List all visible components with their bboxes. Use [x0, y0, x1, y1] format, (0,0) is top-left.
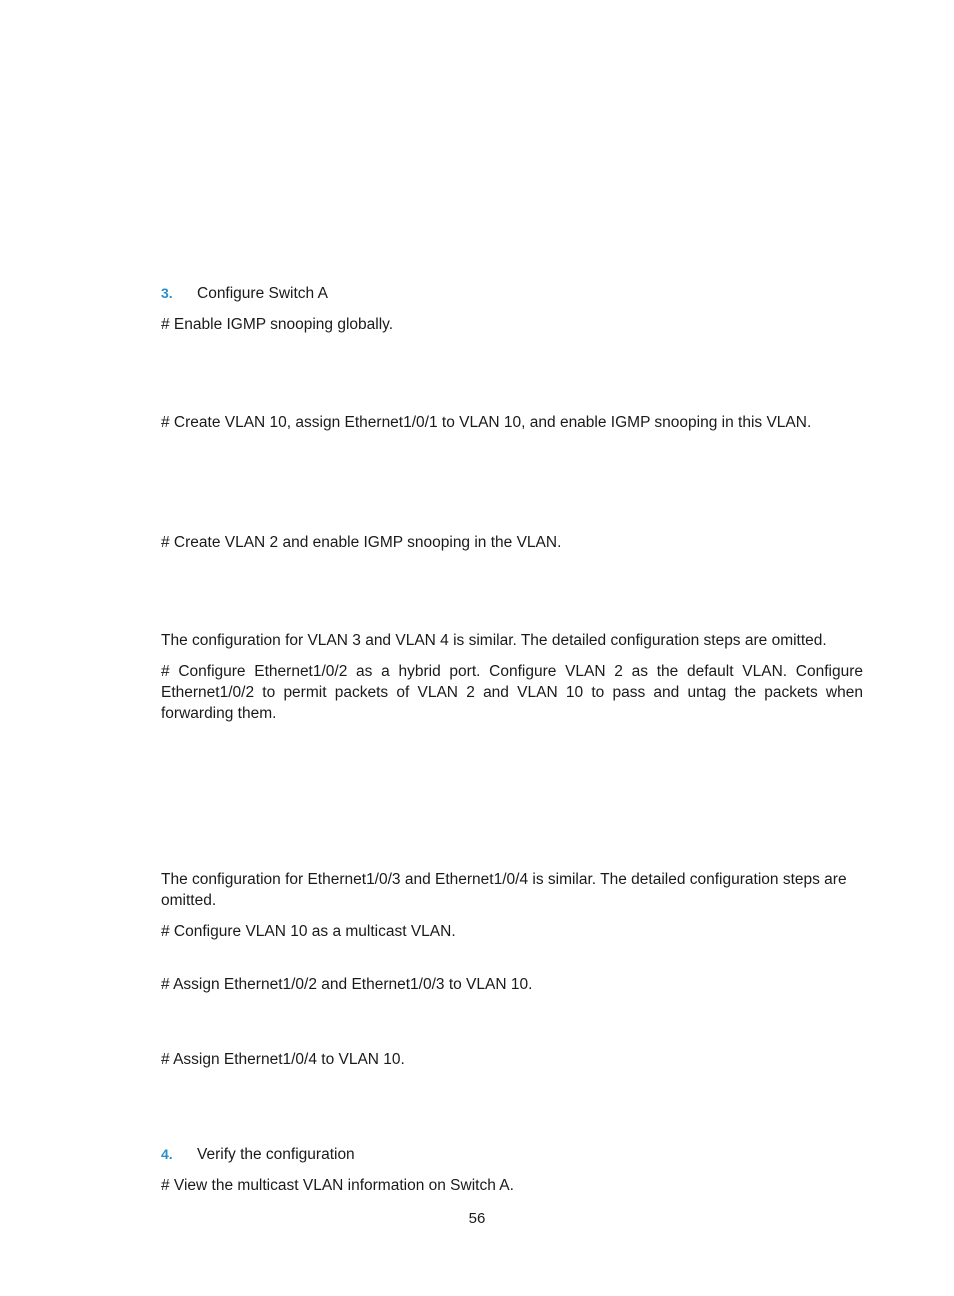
paragraph-ethernet-note: The configuration for Ethernet1/0/3 and Ethernet1/0/4 is similar. The detailed configuration steps are omitted.	[161, 871, 847, 909]
paragraph-multicast-vlan: # Configure VLAN 10 as a multicast VLAN.	[161, 923, 456, 940]
paragraph-assign-ports-2-3: # Assign Ethernet1/0/2 and Ethernet1/0/3 to VLAN 10.	[161, 976, 533, 993]
paragraph-enable-igmp: # Enable IGMP snooping globally.	[161, 316, 394, 333]
paragraph-assign-port-4: # Assign Ethernet1/0/4 to VLAN 10.	[161, 1051, 405, 1068]
paragraph-create-vlan-2: # Create VLAN 2 and enable IGMP snooping in the VLAN.	[161, 534, 562, 551]
paragraph-view-multicast-info: # View the multicast VLAN information on Switch A.	[161, 1177, 514, 1194]
step-number: 4.	[161, 1146, 173, 1162]
step-verify-configuration	[161, 1144, 355, 1165]
step-configure-switch-a	[161, 283, 328, 304]
paragraph-vlan-3-4-note: The configuration for VLAN 3 and VLAN 4 is similar. The detailed configuration steps are omitted.	[161, 632, 827, 649]
paragraph-hybrid-port: # Configure Ethernet1/0/2 as a hybrid port. Configure VLAN 2 as the default VLAN. Configure Ethernet1/0/2 to permit packets of VLAN 2 and VLAN 10 to pass and untag the packets when forwarding them.	[161, 663, 863, 722]
step-number: 3.	[161, 285, 173, 301]
step-label: Verify the configuration	[197, 1146, 355, 1163]
paragraph-create-vlan-10: # Create VLAN 10, assign Ethernet1/0/1 to VLAN 10, and enable IGMP snooping in this VLAN.	[161, 414, 812, 431]
step-label: Configure Switch A	[197, 285, 328, 302]
page-number: 56	[468, 1210, 486, 1227]
